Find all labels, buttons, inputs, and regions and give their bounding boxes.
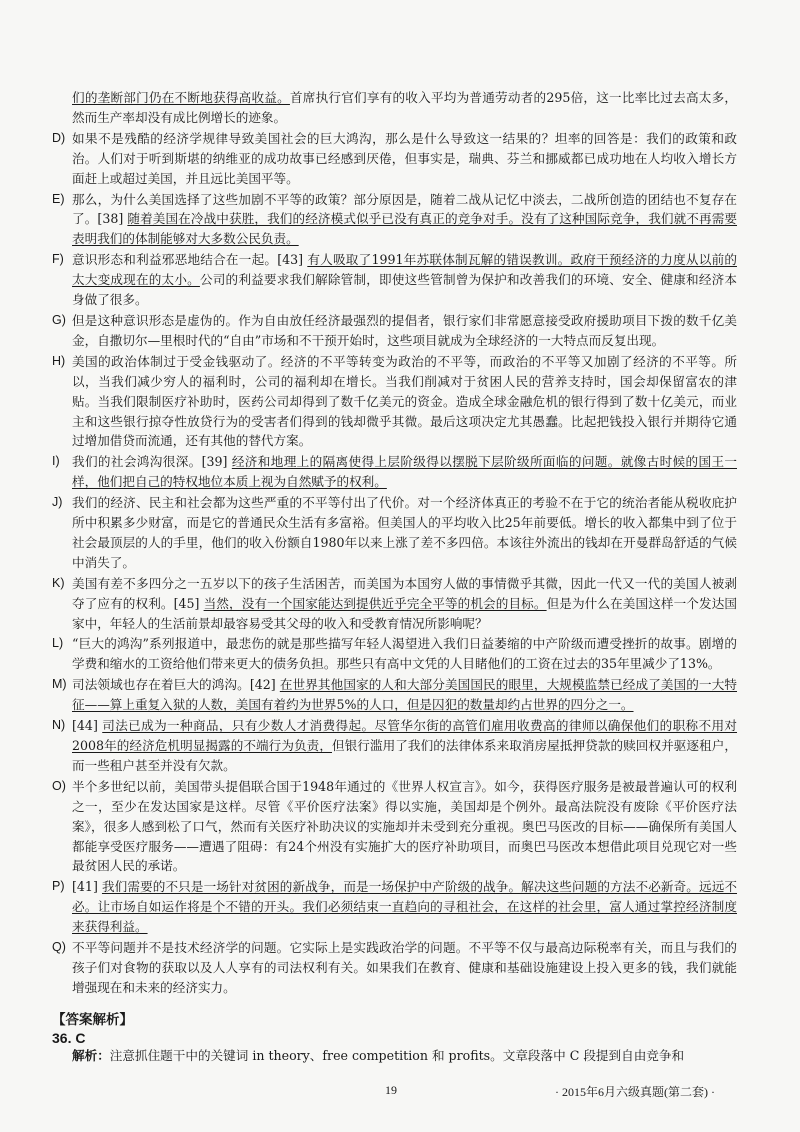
underlined-sentence: 们的垄断部门仍在不断地获得高收益。 [72,90,290,105]
underlined-sentence: 经济和地理上的隔离使得上层阶级得以摆脱下层阶级所面临的问题。就像古时候的国王一样，他们把自己的特权地位本质上视为自然赋予的权利。 [72,454,737,490]
paragraph-label: F) [52,252,64,267]
question-number: 36. C [52,1029,86,1046]
page-number: 19 [385,1083,397,1097]
paragraph-h: H) 美国的政治体制过于受金钱驱动了。经济的不平等转变为政治的不平等，而政治的不平等又加剧了经济的不平等。所以，当我们减少穷人的福利时，公司的福利却在增长。当我们削减对于贫困人民的营养支持时，国会却保留富农的津贴。当我们限制医疗补助时，医药公司却得到了数千亿美元的资金。造成全球金融危机的银行得到了数十亿美元，而业主和这些银行掠夺性放贷行为的受害者们得到的钱却微乎其微。最后这项决定尤其愚蠢。比起把钱投入银行并期待它通过增加借贷而流通，还有其他的替代方案。 [52,352,737,452]
paragraph-e: E) 那么，为什么美国选择了这些加剧不平等的政策？部分原因是，随着二战从记忆中淡去，二战所创造的团结也不复存在了。[38] 随着美国在冷战中获胜，我们的经济模式似乎已没有真正的竞争对手。没有了这种国际竞争，我们就不再需要表明我们的体制能够对大多数公民负责。 [52,190,737,250]
paragraph-d: D) 如果不是残酷的经济学规律导致美国社会的巨大鸿沟，那么是什么导致这一结果的？坦率的回答是：我们的政策和政治。人们对于听到斯堪的纳维亚的成功故事已经感到厌倦，但事实是，瑞典、芬兰和挪威都已成功地在人均收入增长方面赶上或超过美国，并且远比美国平等。 [52,129,737,189]
paragraph-label: O) [52,778,66,793]
paragraph-label: K) [52,575,65,590]
document-body [52,88,737,1066]
paragraph-label: E) [52,191,65,206]
paragraph-label: J) [52,495,63,510]
paragraph-label: M) [52,677,67,692]
paragraph-label: L) [52,636,64,651]
paragraph-continued: 们的垄断部门仍在不断地获得高收益。首席执行官们享有的收入平均为普通劳动者的295倍，这一比率比过去高太多，然而生产率却没有成比例增长的迹象。 [72,90,738,125]
answer-analysis-heading: 【答案解析】 [52,1011,133,1028]
paragraph-label: Q) [52,940,66,955]
underlined-sentence: 我们需要的不只是一场针对贫困的新战争，而是一场保护中产阶级的战争。解决这些问题的方法不必新奇。远远不必。让市场自如运作将是个不错的开头。我们必须结束一直趋向的寻租社会，在这样的社会里，富人通过掌控经济制度来获得利益。 [72,879,738,935]
paragraph-n: N) [44] 司法已成为一种商品，只有少数人才消费得起。尽管华尔街的高管们雇用收费高的律师以确保他们的职称不用对2008年的经济危机明显揭露的不端行为负责，但银行滥用了我们的法律体系来取消房屋抵押贷款的赎回权并驱逐租户，而一些租户甚至并没有欠款。 [52,716,737,776]
paragraph-label: G) [52,312,66,327]
paragraph-p: P) [41] 我们需要的不只是一场针对贫困的新战争，而是一场保护中产阶级的战争。解决这些问题的方法不必新奇。远远不必。让市场自如运作将是个不错的开头。我们必须结束一直趋向的寻租社会，在这样的社会里，富人通过掌控经济制度来获得利益。 [52,877,737,937]
underlined-sentence: 有人吸取了1991年苏联体制瓦解的错误教训。政府干预经济的力度从以前的太大变成现在的太小。 [72,252,737,288]
paragraph-k: K) 美国有差不多四分之一五岁以下的孩子生活困苦，而美国为本国穷人做的事情微乎其微，因此一代又一代的美国人被剥夺了应有的权利。[45] 当然，没有一个国家能达到提供近乎完全平等的机会的目标。但是为什么在美国这样一个发达国家中，年轻人的生活前景却最容易受其父母的收入和受教育情况所影响呢？ [52,574,737,634]
paragraph-label: N) [52,718,66,733]
underlined-sentence: 司法已成为一种商品，只有少数人才消费得起。尽管华尔街的高管们雇用收费高的律师以确保他们的职称不用对2008年的经济危机明显揭露的不端行为负责， [72,718,738,753]
paragraph-label: H) [52,353,66,368]
underlined-sentence: 随着美国在冷战中获胜，我们的经济模式似乎已没有真正的竞争对手。没有了这种国际竞争，我们就不再需要表明我们的体制能够对大多数公民负责。 [72,211,738,247]
paragraph-j: J) 我们的经济、民主和社会都为这些严重的不平等付出了代价。对一个经济体真正的考验不在于它的统治者能从税收庇护所中积累多少财富，而是它的普通民众生活有多富裕。但美国人的平均收入比25年前要低。增长的收入都集中到了位于社会最顶层的人的手里，他们的收入份额自1980年以来上涨了差不多四倍。本该往外流出的钱却在开曼群岛舒适的气候中消失了。 [52,493,737,573]
paragraph-g: G) 但是这种意识形态是虚伪的。作为自由放任经济最强烈的提倡者，银行家们非常愿意接受政府援助项目下拨的数千亿美金，自撒切尔—里根时代的“自由”市场和不干预开始时，这些项目就成为全球经济的一大特点而反复出现。 [52,311,737,351]
paragraph-label: P) [52,879,65,894]
paragraph-label: D) [52,130,66,145]
paragraph-o: O) 半个多世纪以前，美国带头提倡联合国于1948年通过的《世界人权宣言》。如今，获得医疗服务是被最普遍认可的权利之一，至少在发达国家是这样。尽管《平价医疗法案》得以实施，美国却是个例外。最高法院没有废除《平价医疗法案》，很多人感到松了口气，然而有关医疗补助决议的实施却并未受到充分重视。奥巴马医改的目标——确保所有美国人都能享受医疗服务——遭遇了阻碍：有24个州没有实施扩大的医疗补助项目，而奥巴马医改本想借此项目兑现它对一些最贫困人民的承诺。 [52,777,737,877]
underlined-sentence: 在世界其他国家的人和大部分美国国民的眼里，大规模监禁已经成了美国的一大特征——算上重复入狱的人数，美国有着约为世界5%的人口，但是囚犯的数量却约占世界的四分之一。 [72,677,738,713]
paragraph-l: L) “巨大的鸿沟”系列报道中，最悲伤的就是那些描写年轻人渴望进入我们日益萎缩的中产阶级而遭受挫折的故事。剧增的学费和缩水的工资给他们带来更大的债务负担。那些只有高中文凭的人目睹他们的工资在过去的35年里减少了13%。 [52,634,737,674]
paragraph-m: M) 司法领域也存在着巨大的鸿沟。[42] 在世界其他国家的人和大部分美国国民的眼里，大规模监禁已经成了美国的一大特征——算上重复入狱的人数，美国有着约为世界5%的人口，但是囚犯的数量却约占世界的四分之一。 [52,675,737,715]
paragraph-q: Q) 不平等问题并不是技术经济学的问题。它实际上是实践政治学的问题。不平等不仅与最高边际税率有关，而且与我们的孩子们对食物的获取以及人人享有的司法权利有关。如果我们在教育、健康和基础设施建设上投入更多的钱，我们就能增强现在和未来的经济实力。 [52,938,737,998]
paragraph-f: F) 意识形态和利益邪恶地结合在一起。[43] 有人吸取了1991年苏联体制瓦解的错误教训。政府干预经济的力度从以前的太大变成现在的太小。公司的利益要求我们解除管制，即使这些管制曾为保护和改善我们的环境、安全、健康和经济本身做了很多。 [52,250,737,310]
paragraph-label: I) [52,454,60,469]
underlined-sentence: 当然，没有一个国家能达到提供近乎完全平等的机会的目标。 [203,595,547,611]
analysis-paragraph [52,1046,737,1066]
analysis-label: 解析： [72,1047,110,1063]
exam-source: · 2015年6月六级真题(第二套) · [555,1085,715,1099]
paragraph-i: I) 我们的社会鸿沟很深。[39] 经济和地理上的隔离使得上层阶级得以摆脱下层阶级所面临的问题。就像古时候的国王一样，他们把自己的特权地位本质上视为自然赋予的权利。 [52,452,737,492]
analysis-text: 注意抓住题干中的关键词 in theory、free competition 和 profits。文章段落中 C 段提到自由竞争和 [109,1047,685,1063]
